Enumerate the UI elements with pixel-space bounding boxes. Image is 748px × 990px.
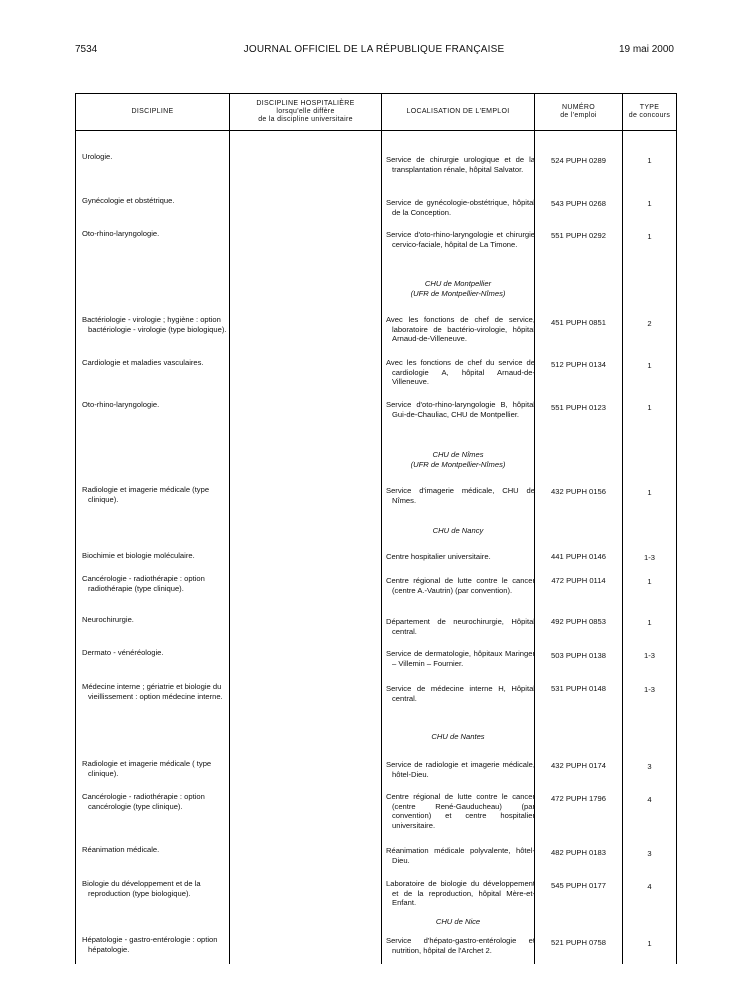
row-type: 1: [647, 403, 652, 412]
row-number: 432 PUPH 0156: [551, 487, 606, 496]
row-number: 441 PUPH 0146: [551, 552, 606, 561]
row-discipline: Médecine interne ; gériatrie et biologie du vieillissement : option médecine interne.: [82, 682, 223, 701]
section-heading: CHU de Montpellier (UFR de Montpellier-Nîmes): [410, 279, 506, 298]
row-location: Service de radiologie et imagerie médicale, hôtel-Dieu.: [386, 760, 535, 779]
row-number: 451 PUPH 0851: [551, 318, 606, 327]
row-location: Service d'oto-rhino-laryngologie et chirurgie cervico-faciale, hôpital de La Timone.: [386, 230, 535, 249]
row-location: Centre régional de lutte contre le cancer (centre A.-Vautrin) (par convention).: [386, 576, 535, 595]
section-heading: CHU de Nantes: [431, 732, 485, 741]
row-type: 3: [647, 849, 652, 858]
row-number: 531 PUPH 0148: [551, 684, 606, 693]
row-number: 492 PUPH 0853: [551, 617, 606, 626]
row-discipline: Cancérologie - radiothérapie : option cancérologie (type clinique).: [82, 792, 205, 811]
row-location: Service d'oto-rhino-laryngologie B, hôpital Gui-de-Chauliac, CHU de Montpellier.: [386, 400, 535, 419]
row-discipline: Biologie du développement et de la reproduction (type biologique).: [82, 879, 201, 898]
header-separator: [76, 130, 676, 131]
row-type: 1: [647, 232, 652, 241]
row-type: 1: [647, 361, 652, 370]
row-location: Avec les fonctions de chef du service de cardiologie A, hôpital Arnaud-de-Villeneuve.: [386, 358, 535, 387]
column-header-location: LOCALISATION DE L'EMPLOI: [406, 108, 510, 115]
column-header-number: NUMÉRO de l'emploi: [560, 104, 597, 119]
row-location: Centre hospitalier universitaire.: [386, 552, 491, 561]
section-heading: CHU de Nancy: [432, 526, 484, 535]
row-type: 1: [647, 488, 652, 497]
row-location: Avec les fonctions de chef de service, laboratoire de bactério-virologie, hôpital Arnaud-de-Villeneuve.: [386, 315, 535, 344]
page-number: 7534: [75, 44, 98, 55]
row-discipline: Bactériologie - virologie ; hygiène : option bactériologie - virologie (type biologique).: [82, 315, 227, 334]
column-divider: [229, 94, 230, 964]
row-discipline: Réanimation médicale.: [82, 845, 160, 854]
row-discipline: Hépatologie - gastro-entérologie : option hépatologie.: [82, 935, 218, 954]
column-divider: [534, 94, 535, 964]
row-number: 503 PUPH 0138: [551, 651, 606, 660]
row-number: 545 PUPH 0177: [551, 881, 606, 890]
row-location: Centre régional de lutte contre le cancer (centre René-Gauducheau) (par convention) et centre hospitalier universitaire.: [386, 792, 535, 830]
row-discipline: Cardiologie et maladies vasculaires.: [82, 358, 204, 367]
row-number: 472 PUPH 0114: [551, 576, 606, 585]
row-number: 482 PUPH 0183: [551, 848, 606, 857]
row-discipline: Dermato - vénéréologie.: [82, 648, 164, 657]
row-location: Réanimation médicale polyvalente, hôtel-Dieu.: [386, 846, 535, 865]
row-type: 4: [647, 882, 652, 891]
row-type: 1-3: [644, 651, 655, 660]
row-discipline: Radiologie et imagerie médicale (type clinique).: [82, 485, 210, 504]
row-discipline: Oto-rhino-laryngologie.: [82, 229, 160, 238]
row-number: 432 PUPH 0174: [551, 761, 606, 770]
row-location: Service de médecine interne H, Hôpital central.: [386, 684, 535, 703]
row-discipline: Gynécologie et obstétrique.: [82, 196, 175, 205]
row-type: 1: [647, 156, 652, 165]
row-type: 3: [647, 762, 652, 771]
row-discipline: Oto-rhino-laryngologie.: [82, 400, 160, 409]
row-location: Service d'hépato-gastro-entérologie et nutrition, hôpital de l'Archet 2.: [386, 936, 535, 955]
section-heading: CHU de Nice: [435, 917, 481, 926]
row-discipline: Radiologie et imagerie médicale ( type clinique).: [82, 759, 212, 778]
row-discipline: Biochimie et biologie moléculaire.: [82, 551, 195, 560]
row-type: 1: [647, 577, 652, 586]
row-discipline: Cancérologie - radiothérapie : option radiothérapie (type clinique).: [82, 574, 205, 593]
row-type: 4: [647, 795, 652, 804]
row-number: 543 PUPH 0268: [551, 199, 606, 208]
row-location: Département de neurochirurgie, Hôpital central.: [386, 617, 535, 636]
row-location: Service de gynécologie-obstétrique, hôpital de la Conception.: [386, 198, 535, 217]
row-location: Service de chirurgie urologique et de la transplantation rénale, hôpital Salvator.: [386, 155, 535, 174]
row-location: Service d'imagerie médicale, CHU de Nîmes.: [386, 486, 535, 505]
row-discipline: Urologie.: [82, 152, 113, 161]
row-type: 1: [647, 939, 652, 948]
column-divider: [622, 94, 623, 964]
journal-title: JOURNAL OFFICIEL DE LA RÉPUBLIQUE FRANÇAISE: [243, 44, 505, 55]
row-location: Service de dermatologie, hôpitaux Maringer – Villemin – Fournier.: [386, 649, 535, 668]
row-number: 472 PUPH 1796: [551, 794, 606, 803]
section-heading: CHU de Nîmes (UFR de Montpellier-Nîmes): [410, 450, 506, 469]
row-number: 521 PUPH 0758: [551, 938, 606, 947]
column-header-hospital-discipline: DISCIPLINE HOSPITALIÈRE lorsqu'elle diffère de la discipline universitaire: [256, 100, 355, 123]
row-location: Laboratoire de biologie du développement et de la reproduction, hôpital Mère-et-Enfant.: [386, 879, 535, 908]
row-type: 2: [647, 319, 652, 328]
page-header: [0, 44, 748, 58]
issue-date: 19 mai 2000: [618, 44, 674, 55]
row-number: 524 PUPH 0289: [551, 156, 606, 165]
row-type: 1-3: [644, 553, 655, 562]
column-header-discipline: DISCIPLINE: [131, 108, 174, 115]
positions-table: [75, 93, 677, 964]
row-type: 1: [647, 199, 652, 208]
row-type: 1-3: [644, 685, 655, 694]
row-number: 551 PUPH 0292: [551, 231, 606, 240]
column-header-type: TYPE de concours: [628, 104, 671, 119]
row-number: 551 PUPH 0123: [551, 403, 606, 412]
row-type: 1: [647, 618, 652, 627]
row-discipline: Neurochirurgie.: [82, 615, 134, 624]
row-number: 512 PUPH 0134: [551, 360, 606, 369]
